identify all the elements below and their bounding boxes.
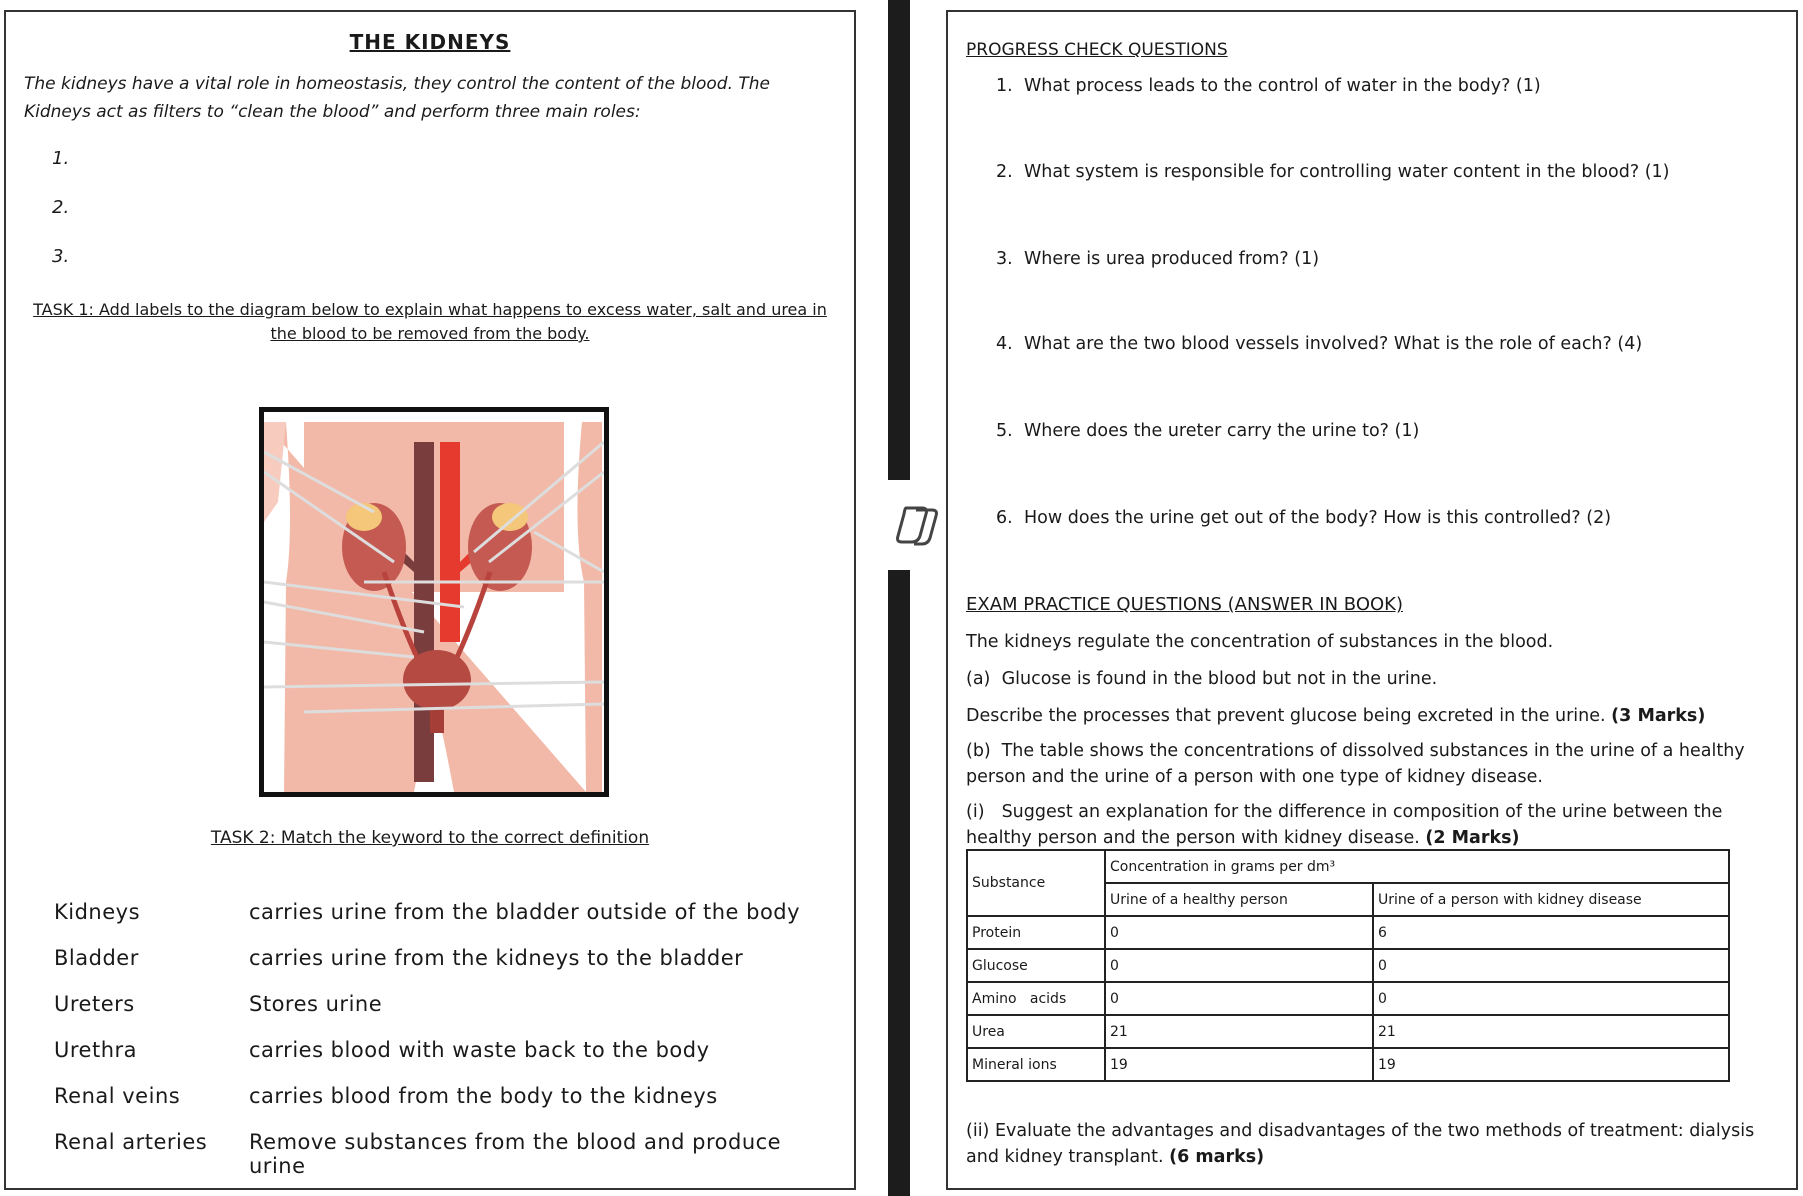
describe-text: Describe the processes that prevent glucose being excreted in the urine. — [966, 706, 1606, 726]
part-b-label: (b) — [966, 741, 991, 761]
keyword-row — [54, 946, 844, 986]
progress-check-heading: PROGRESS CHECK QUESTIONS — [966, 40, 1228, 60]
page-title: THE KIDNEYS — [349, 30, 511, 54]
definition: carries blood from the body to the kidneys — [249, 1084, 718, 1108]
part-a-label: (a) — [966, 669, 991, 689]
table-header-healthy: Urine of a healthy person — [1105, 883, 1373, 916]
role-item-2: 2. — [52, 197, 70, 218]
question-number: 2. — [996, 162, 1013, 182]
question-text: How does the urine get out of the body? How is this controlled? (2) — [1024, 508, 1612, 528]
part-i-label: (i) — [966, 802, 985, 822]
keyword: Renal arteries — [54, 1130, 208, 1154]
question-item — [996, 421, 1419, 441]
question-text: What system is responsible for controlling water content in the blood? (1) — [1024, 162, 1670, 182]
table-cell-substance: Urea — [967, 1015, 1105, 1048]
table-row — [967, 949, 1729, 982]
intro-text: The kidneys have a vital role in homeostasis, they control the content of the blood. The Kidneys act as filters to “clean the blood” and perform three main roles: — [24, 74, 771, 122]
table-cell-healthy: 0 — [1105, 916, 1373, 949]
table-cell-healthy: 21 — [1105, 1015, 1373, 1048]
table-cell-disease: 19 — [1373, 1048, 1729, 1081]
table-header-concentration: Concentration in grams per dm³ — [1105, 850, 1729, 883]
role-item-1: 1. — [52, 148, 70, 169]
copilot-icon[interactable] — [892, 500, 942, 550]
exam-describe — [966, 703, 1776, 729]
part-i-marks: (2 Marks) — [1425, 828, 1520, 848]
describe-marks: (3 Marks) — [1611, 706, 1706, 726]
page-divider-top — [888, 0, 910, 480]
table-cell-substance: Amino acids — [967, 982, 1105, 1015]
question-number: 6. — [996, 508, 1013, 528]
keyword: Urethra — [54, 1038, 138, 1062]
keyword: Ureters — [54, 992, 135, 1016]
table-row — [967, 1048, 1729, 1081]
keyword-row — [54, 1084, 844, 1124]
question-number: 3. — [996, 249, 1013, 269]
right-worksheet-page — [946, 10, 1798, 1190]
urinary-system-diagram — [259, 407, 609, 797]
question-item — [996, 162, 1669, 182]
table-cell-healthy: 0 — [1105, 949, 1373, 982]
table-cell-healthy: 19 — [1105, 1048, 1373, 1081]
question-item — [996, 76, 1541, 96]
table-cell-disease: 6 — [1373, 916, 1729, 949]
part-b-text: The table shows the concentrations of dissolved substances in the urine of a healthy person and the urine of a person with one type of kidney disease. — [966, 741, 1745, 787]
definition: carries urine from the bladder outside of the body — [249, 900, 801, 924]
definition: carries urine from the kidneys to the bladder — [249, 946, 744, 970]
question-item — [996, 249, 1319, 269]
table-row — [967, 1015, 1729, 1048]
part-ii-marks: (6 marks) — [1169, 1147, 1265, 1167]
exam-part-ii — [966, 1118, 1776, 1170]
task2-instruction: TASK 2: Match the keyword to the correct definition — [210, 828, 650, 848]
question-text: What are the two blood vessels involved? What is the role of each? (4) — [1024, 334, 1643, 354]
urine-concentration-table — [966, 849, 1730, 1082]
question-number: 1. — [996, 76, 1013, 96]
table-cell-disease: 0 — [1373, 949, 1729, 982]
left-worksheet-page — [4, 10, 856, 1190]
part-i-text: Suggest an explanation for the difference in composition of the urine between the healthy person and the person with kidney disease. — [966, 802, 1723, 848]
exam-intro: The kidneys regulate the concentration of substances in the blood. — [966, 632, 1554, 652]
table-cell-substance: Mineral ions — [967, 1048, 1105, 1081]
page-divider-bottom — [888, 570, 910, 1196]
table-header-disease: Urine of a person with kidney disease — [1373, 883, 1729, 916]
question-number: 5. — [996, 421, 1013, 441]
exam-part-a — [966, 666, 1776, 692]
question-item — [996, 508, 1611, 528]
question-number: 4. — [996, 334, 1013, 354]
question-text: What process leads to the control of water in the body? (1) — [1024, 76, 1541, 96]
keyword: Renal veins — [54, 1084, 181, 1108]
copilot-glyph — [892, 500, 942, 550]
table-header-substance: Substance — [967, 850, 1105, 916]
exam-part-b — [966, 738, 1776, 790]
keyword-row — [54, 992, 844, 1032]
role-item-3: 3. — [52, 246, 70, 267]
exam-part-i — [966, 799, 1776, 851]
definition: carries blood with waste back to the body — [249, 1038, 710, 1062]
table-header-row — [967, 850, 1729, 883]
keyword: Bladder — [54, 946, 139, 970]
table-row — [967, 916, 1729, 949]
definition: Remove substances from the blood and produce urine — [249, 1130, 782, 1178]
table-cell-healthy: 0 — [1105, 982, 1373, 1015]
keyword: Kidneys — [54, 900, 141, 924]
definition: Stores urine — [249, 992, 383, 1016]
question-item — [996, 334, 1642, 354]
question-text: Where does the ureter carry the urine to? (1) — [1024, 421, 1420, 441]
exam-practice-heading: EXAM PRACTICE QUESTIONS (ANSWER IN BOOK) — [966, 594, 1403, 615]
keyword-row — [54, 900, 844, 940]
question-text: Where is urea produced from? (1) — [1024, 249, 1320, 269]
table-cell-disease: 21 — [1373, 1015, 1729, 1048]
table-cell-substance: Protein — [967, 916, 1105, 949]
table-row — [967, 982, 1729, 1015]
task1-instruction: TASK 1: Add labels to the diagram below to explain what happens to excess water, salt and urea in the blood to be removed from the body. — [33, 300, 827, 343]
table-cell-disease: 0 — [1373, 982, 1729, 1015]
part-a-text: Glucose is found in the blood but not in the urine. — [1001, 669, 1438, 689]
part-ii-text: (ii) Evaluate the advantages and disadvantages of the two methods of treatment: dialysis and kidney transplant. — [966, 1121, 1755, 1167]
table-cell-substance: Glucose — [967, 949, 1105, 982]
keyword-row — [54, 1130, 844, 1178]
keyword-row — [54, 1038, 844, 1078]
urinary-system-illustration — [264, 412, 604, 792]
